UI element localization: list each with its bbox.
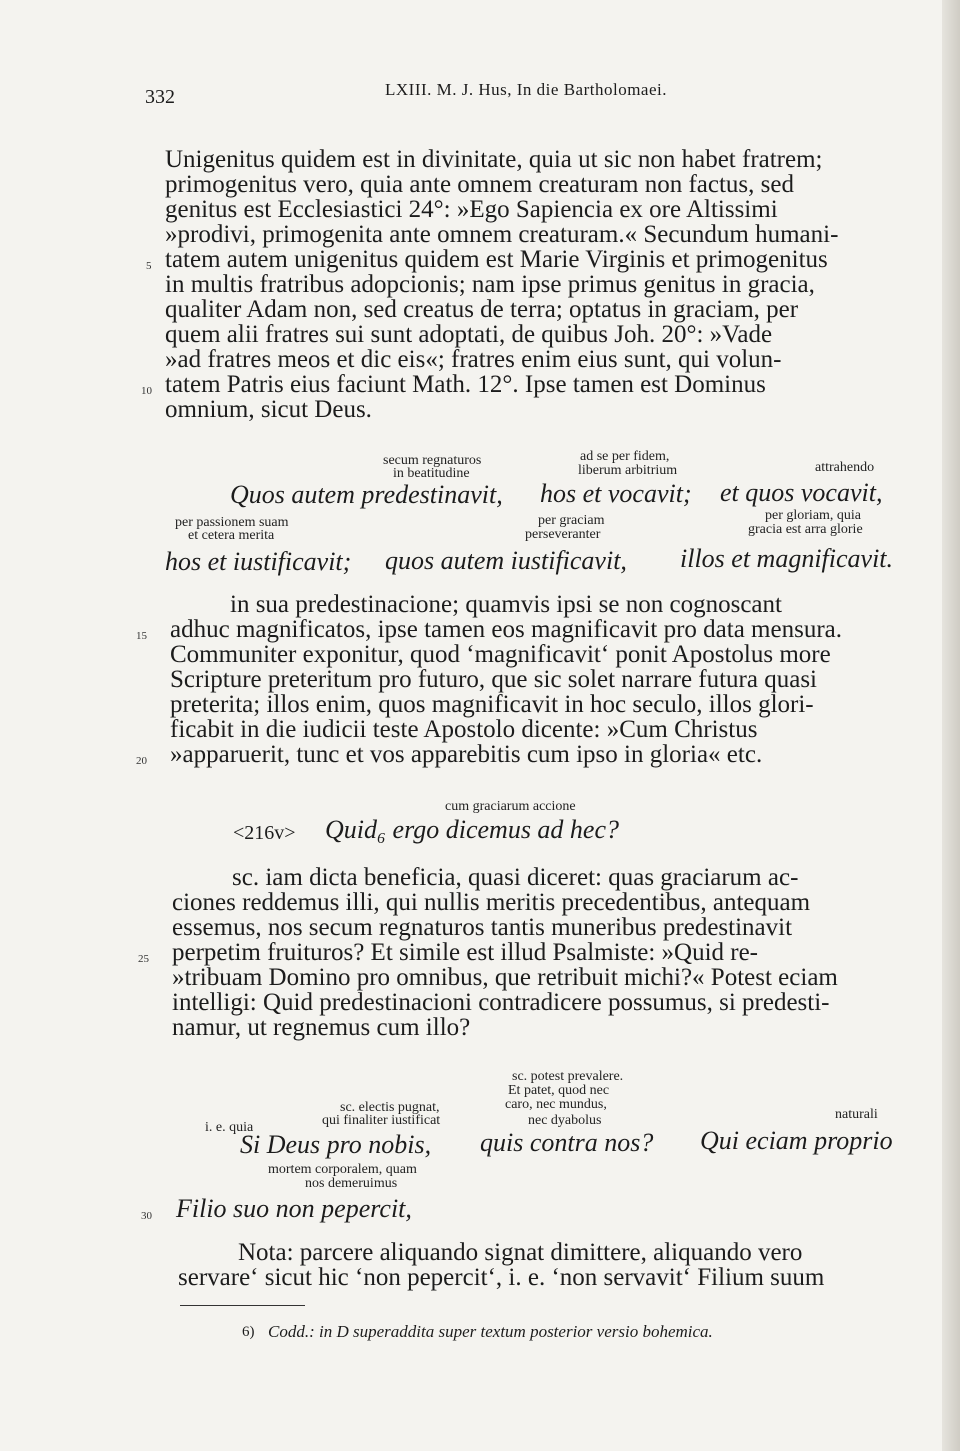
text-line: »ad fratres meos et dic eis«; fratres enim eius sunt, qui volun- [165, 346, 782, 373]
gloss: i. e. quia [205, 1120, 254, 1135]
gloss: in beatitudine [393, 466, 470, 481]
footnote-rule [180, 1305, 305, 1306]
folio-marker: <216v> [233, 822, 296, 844]
page-number: 332 [145, 86, 175, 108]
verse-line: quos autem iustificavit, [385, 546, 627, 575]
text-line: tatem Patris eius faciunt Math. 12°. Ipse tamen est Dominus [165, 371, 766, 398]
text-line: ciones reddemus illi, qui nullis meritis precedentibus, antequam [172, 889, 811, 916]
text-line: servare‘ sicut hic ‘non pepercit‘, i. e. ‘non servavit‘ Filium suum [178, 1264, 825, 1291]
gloss: per graciam [538, 513, 605, 528]
text-line: omnium, sicut Deus. [165, 396, 372, 423]
text-line: Nota: parcere aliquando signat dimittere, aliquando vero [238, 1239, 803, 1266]
gloss: attrahendo [815, 460, 875, 475]
gloss: nos demeruimus [305, 1176, 398, 1191]
gloss: et cetera merita [188, 528, 275, 543]
gloss: per gloriam, quia [765, 508, 862, 523]
text-line: sc. iam dicta beneficia, quasi diceret: quas graciarum ac- [232, 864, 799, 891]
verse-line: hos et iustificavit; [165, 547, 352, 576]
verse-line: Quid₆ ergo dicemus ad hec? [325, 815, 620, 844]
text-line: Unigenitus quidem est in divinitate, quia ut sic non habet fratrem; [165, 146, 823, 173]
line-number: 10 [141, 385, 152, 397]
text-line: »prodivi, primogenita ante omnem creaturam.« Secundum humani- [165, 221, 839, 248]
text-line: intelligi: Quid predestinacioni contradicere possumus, si predesti- [172, 989, 830, 1016]
text-line: namur, ut regnemus cum illo? [172, 1014, 471, 1041]
text-line: essemus, nos secum regnaturos tantis muneribus predestinavit [172, 914, 793, 941]
gloss: sc. electis pugnat, [340, 1100, 440, 1115]
verse-line: hos et vocavit; [540, 479, 692, 508]
gloss: mortem corporalem, quam [268, 1162, 417, 1177]
gloss: perseveranter [525, 527, 601, 542]
verse-line: Si Deus pro nobis, [240, 1130, 432, 1159]
text-line: »apparuerit, tunc et vos apparebitis cum ipso in gloria« etc. [170, 741, 763, 768]
gloss: sc. potest prevalere. [512, 1069, 624, 1084]
line-number: 25 [138, 953, 149, 965]
running-title: LXIII. M. J. Hus, In die Bartholomaei. [385, 80, 667, 99]
text-line: primogenitus vero, quia ante omnem creaturam non factus, sed [165, 171, 794, 198]
gloss: secum regnaturos [383, 453, 482, 468]
verse-line: Filio suo non pepercit, [176, 1194, 412, 1223]
line-number: 5 [146, 260, 152, 272]
text-line: Communiter exponitur, quod ‘magnificavit‘ ponit Apostolus more [170, 641, 831, 668]
text-line: Scripture preteritum pro futuro, que sic solet narrare futura quasi [170, 666, 817, 693]
verse-line: Quos autem predestinavit, [230, 480, 503, 509]
gloss: liberum arbitrium [578, 463, 678, 478]
gloss: qui finaliter iustificat [322, 1113, 441, 1128]
line-number: 15 [136, 630, 147, 642]
text-line: »tribuam Domino pro omnibus, que retribuit michi?« Potest eciam [172, 964, 838, 991]
verse-line: quis contra nos? [480, 1128, 654, 1157]
text-line: quem alii fratres sui sunt adoptati, de quibus Joh. 20°: »Vade [165, 321, 773, 348]
line-number: 30 [141, 1210, 152, 1222]
text-line: tatem autem unigenitus quidem est Marie Virginis et primogenitus [165, 246, 828, 273]
gloss: Et patet, quod nec [508, 1083, 610, 1098]
text-line: preterita; illos enim, quos magnificavit in hoc seculo, illos glori- [170, 691, 814, 718]
page-edge-shadow [942, 0, 960, 1451]
gloss: caro, nec mundus, [505, 1097, 607, 1112]
line-number: 20 [136, 755, 147, 767]
footnote-mark: 6) [242, 1324, 255, 1340]
gloss: naturali [835, 1107, 878, 1122]
gloss: cum graciarum accione [445, 799, 576, 814]
gloss: gracia est arra glorie [748, 522, 863, 537]
text-line: in multis fratribus adopcionis; nam ipse primus genitus in gracia, [165, 271, 815, 298]
text-line: adhuc magnificatos, ipse tamen eos magnificavit pro data mensura. [170, 616, 842, 643]
gloss: per passionem suam [175, 515, 289, 530]
verse-line: et quos vocavit, [720, 478, 883, 507]
verse-line: Qui eciam proprio [700, 1126, 893, 1155]
text-line: perpetim fruituros? Et simile est illud Psalmiste: »Quid re- [172, 939, 759, 966]
footnote-text: Codd.: in D superaddita super textum posterior versio bohemica. [268, 1322, 713, 1341]
gloss: nec dyabolus [528, 1113, 602, 1128]
text-line: ficabit in die iudicii teste Apostolo dicente: »Cum Christus [170, 716, 758, 743]
verse-line: illos et magnificavit. [680, 544, 894, 573]
text-line: in sua predestinacione; quamvis ipsi se non cognoscant [230, 591, 782, 618]
gloss: ad se per fidem, [580, 449, 670, 464]
text-line: qualiter Adam non, sed creatus de terra; optatus in graciam, per [165, 296, 799, 323]
text-line: genitus est Ecclesiastici 24°: »Ego Sapiencia ex ore Altissimi [165, 196, 778, 223]
